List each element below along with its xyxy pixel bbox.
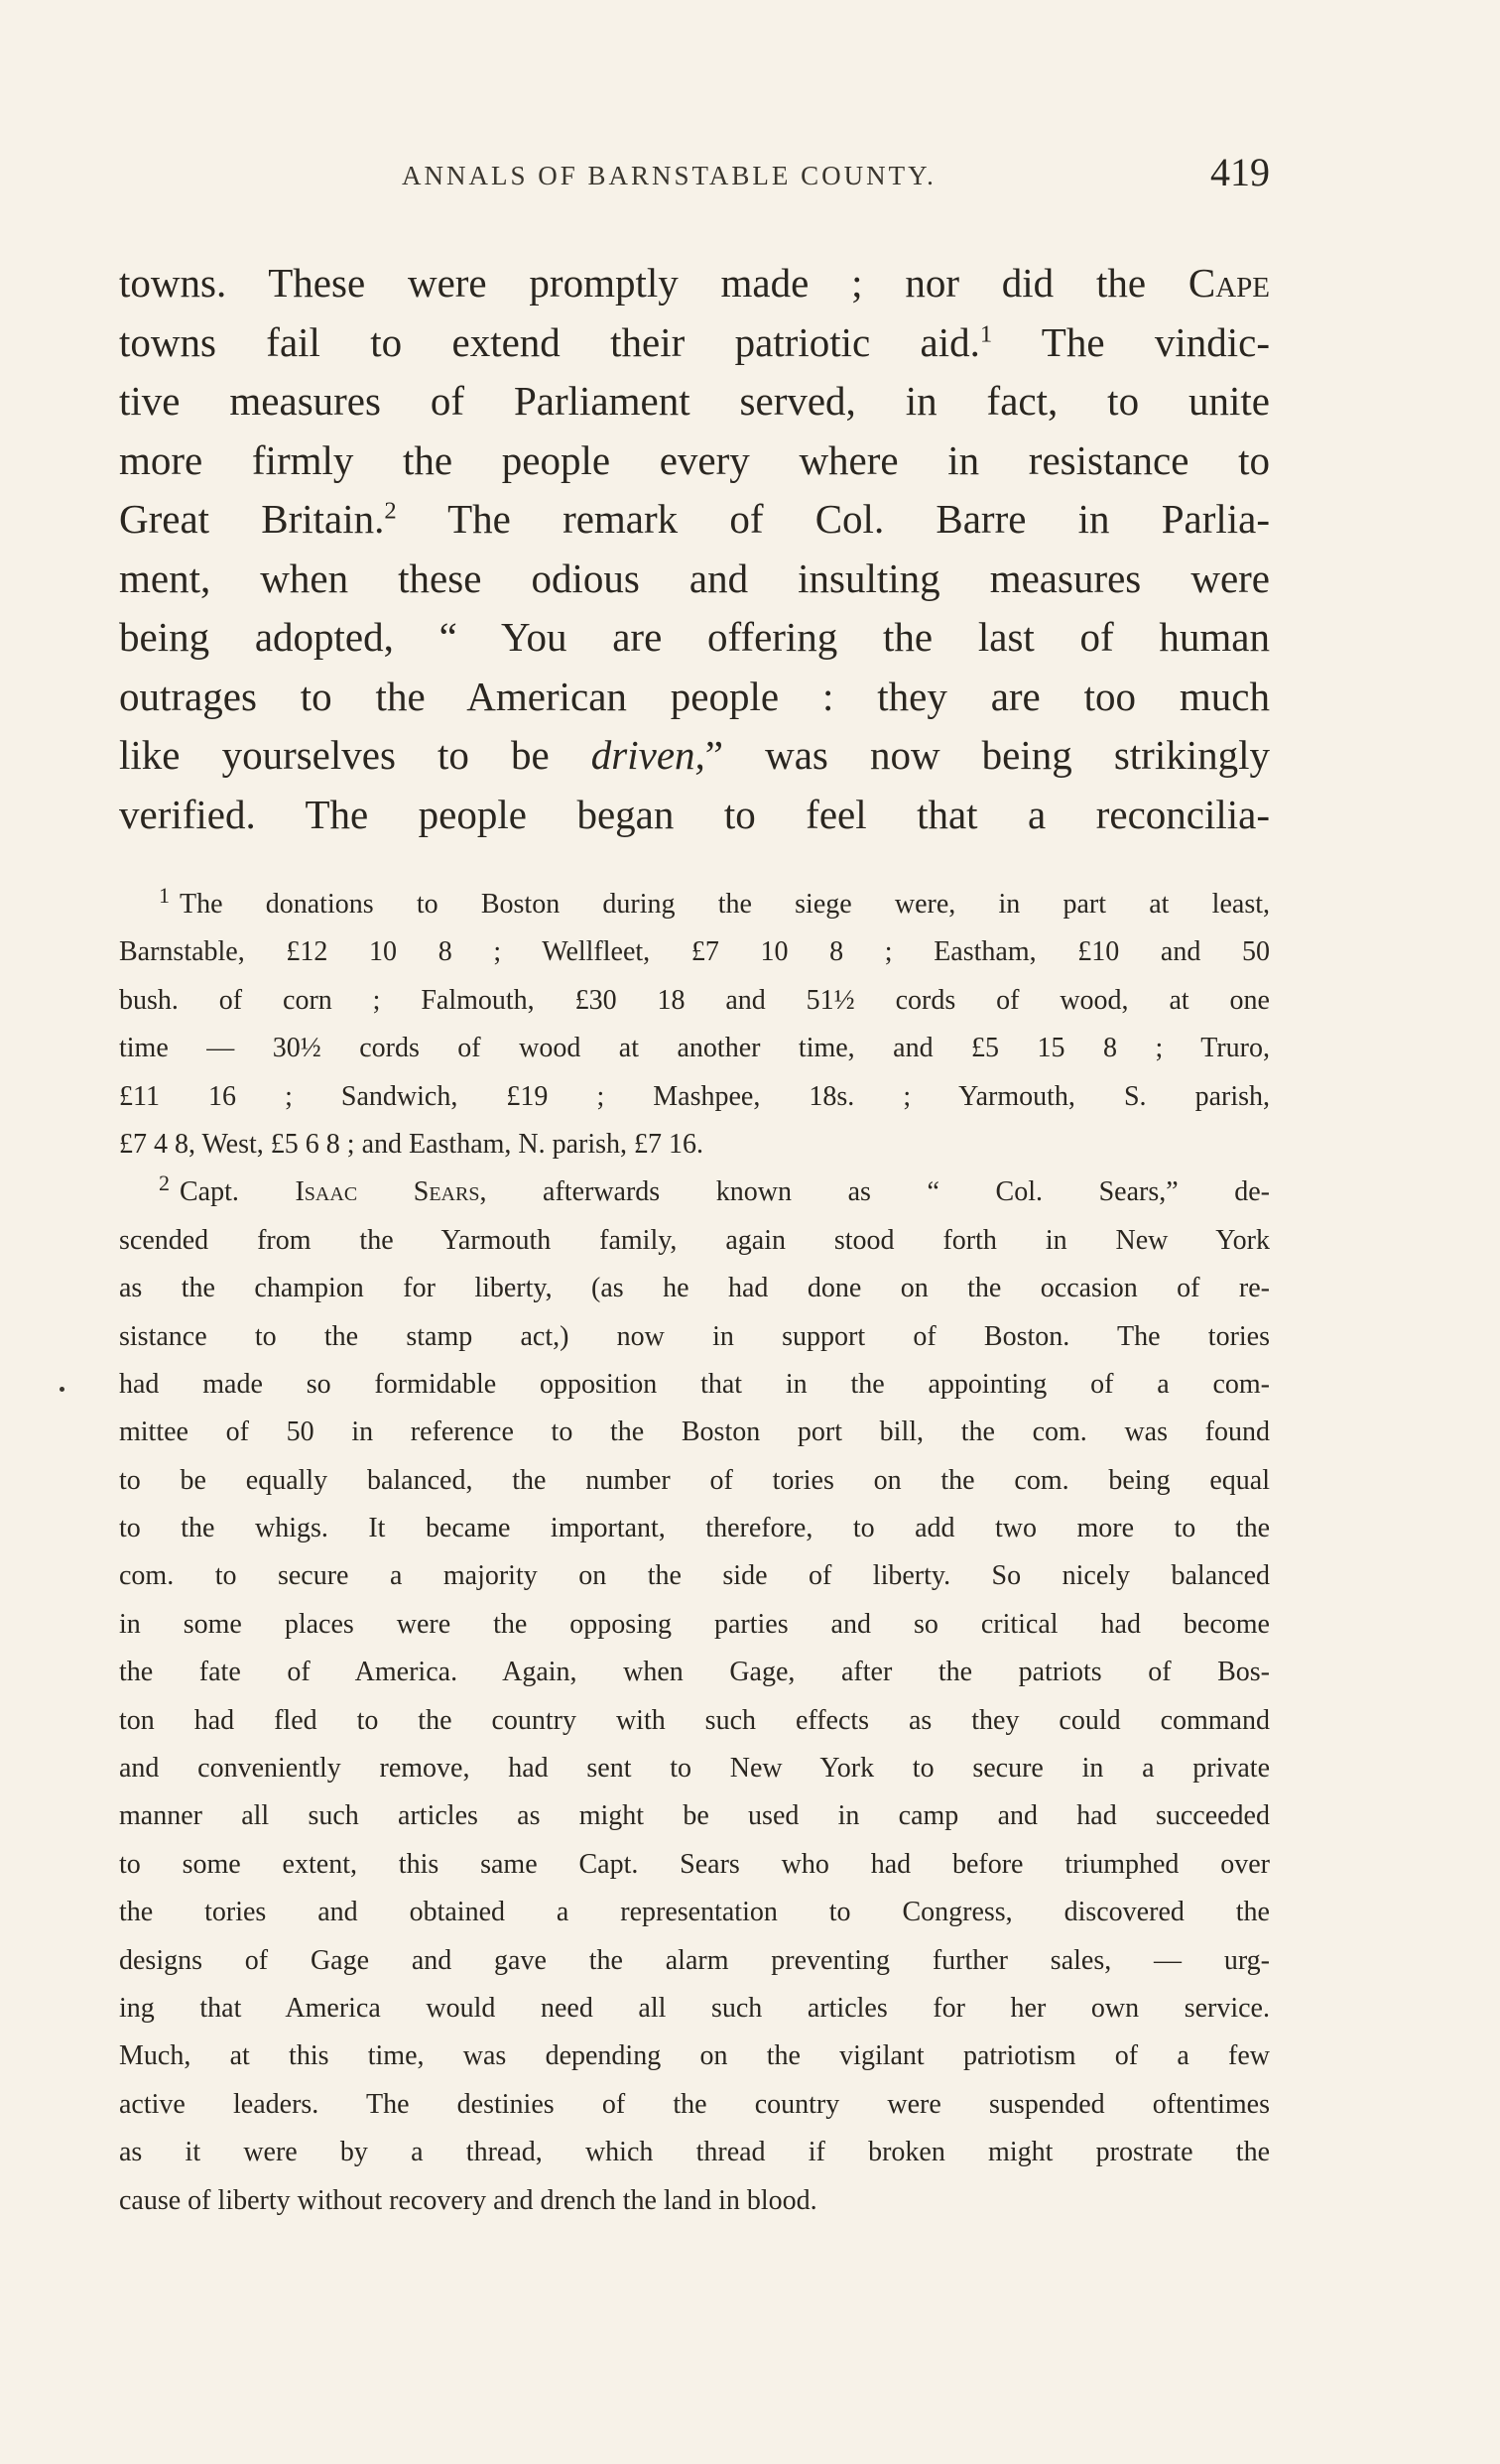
text-line: ment, when these odious and insulting measures were bbox=[119, 554, 1270, 601]
footnote-ref: 1 bbox=[979, 319, 993, 347]
text-line: towns fail to extend their patriotic aid.$^1$ The vindic- bbox=[119, 318, 1270, 365]
footnote-line: $^2$ Capt. Isaac Sears, afterwards known as “ Col. Sears,” de- bbox=[159, 1170, 1270, 1208]
ink-speck bbox=[60, 1387, 64, 1392]
footnote-line: the fate of America. Again, when Gage, after the patriots of Bos- bbox=[119, 1657, 1270, 1688]
text-line: towns. These were promptly made ; nor did the Cape bbox=[119, 260, 1270, 306]
footnotes bbox=[119, 881, 1270, 2225]
text-line: like yourselves to be driven,” was now being strikingly bbox=[119, 732, 1270, 778]
footnote-line: sistance to the stamp act,) now in support of Boston. The tories bbox=[119, 1320, 1270, 1352]
footnote-marker: 1 bbox=[159, 882, 170, 908]
footnote-line: Barnstable, £12 10 8 ; Wellfleet, £7 10 8 ; Eastham, £10 and 50 bbox=[119, 936, 1270, 968]
footnote-line: active leaders. The destinies of the country were suspended oftentimes bbox=[119, 2088, 1270, 2120]
footnote-line: bush. of corn ; Falmouth, £30 18 and 51½ cords of wood, at one bbox=[119, 984, 1270, 1016]
footnote-line: scended from the Yarmouth family, again stood forth in New York bbox=[119, 1224, 1270, 1256]
footnote-line: mittee of 50 in reference to the Boston port bill, the com. was found bbox=[119, 1417, 1270, 1448]
footnote-line: designs of Gage and gave the alarm preventing further sales, — urg- bbox=[119, 1944, 1270, 1976]
footnote-line: the tories and obtained a representation to Congress, discovered the bbox=[119, 1897, 1270, 1928]
footnote-line: £7 4 8, West, £5 6 8 ; and Eastham, N. parish, £7 16. bbox=[119, 1128, 704, 1160]
person-name: Isaac Sears bbox=[295, 1176, 480, 1208]
footnote-line: manner all such articles as might be used in camp and had succeeded bbox=[119, 1800, 1270, 1832]
footnote-line: time — 30½ cords of wood at another time, and £5 15 8 ; Truro, bbox=[119, 1033, 1270, 1064]
text-line: Great Britain.$^2$ The remark of Col. Barre in Parlia- bbox=[119, 496, 1271, 542]
footnote-line: to the whigs. It became important, therefore, to add two more to the bbox=[119, 1513, 1270, 1544]
footnote-line: as it were by a thread, which thread if broken might prostrate the bbox=[119, 2137, 1270, 2168]
text-line: being adopted, “ You are offering the last of human bbox=[119, 614, 1270, 660]
footnote-line: in some places were the opposing parties and so critical had become bbox=[119, 1608, 1270, 1640]
footnote-line: to be equally balanced, the number of tories on the com. being equal bbox=[119, 1464, 1270, 1496]
main-text bbox=[119, 254, 1270, 844]
footnote-line: as the champion for liberty, (as he had done on the occasion of re- bbox=[119, 1273, 1270, 1304]
text-line: more firmly the people every where in resistance to bbox=[119, 436, 1270, 483]
footnote-line: had made so formidable opposition that in the appointing of a com- bbox=[119, 1368, 1270, 1400]
footnote-line: ton had fled to the country with such effects as they could command bbox=[119, 1704, 1270, 1736]
text-line: outrages to the American people : they are too much bbox=[119, 673, 1270, 719]
text-line: verified. The people began to feel that a reconcilia- bbox=[119, 791, 1270, 837]
page-number: 419 bbox=[1210, 150, 1270, 194]
page-header bbox=[119, 149, 1270, 208]
footnote-marker: 2 bbox=[159, 1170, 170, 1196]
footnote-line: cause of liberty without recovery and drench the land in blood. bbox=[119, 2184, 817, 2216]
footnote-line: to some extent, this same Capt. Sears who had before triumphed over bbox=[119, 1848, 1270, 1880]
footnote-line: £11 16 ; Sandwich, £19 ; Mashpee, 18s. ; Yarmouth, S. parish, bbox=[119, 1080, 1270, 1112]
footnote-ref: 2 bbox=[384, 497, 397, 525]
footnote-line: ing that America would need all such articles for her own service. bbox=[119, 1992, 1270, 2024]
text-line: tive measures of Parliament served, in fact, to unite bbox=[119, 378, 1270, 424]
footnote-line: and conveniently remove, had sent to New York to secure in a private bbox=[119, 1753, 1270, 1785]
footnote-line: $^1$ The donations to Boston during the siege were, in part at least, bbox=[159, 882, 1270, 920]
running-head: ANNALS OF BARNSTABLE COUNTY. bbox=[402, 161, 937, 190]
footnote-line: com. to secure a majority on the side of liberty. So nicely balanced bbox=[119, 1560, 1270, 1592]
footnote-line: Much, at this time, was depending on the vigilant patriotism of a few bbox=[119, 2040, 1270, 2072]
